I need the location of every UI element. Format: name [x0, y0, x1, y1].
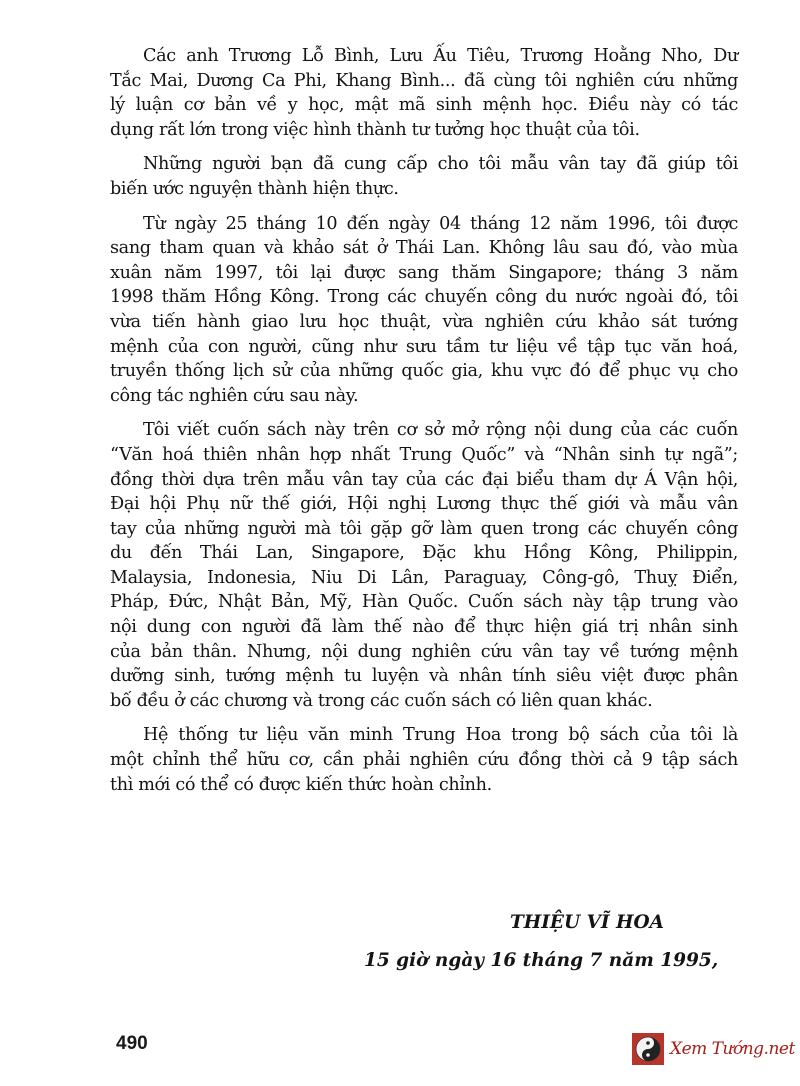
text-line: bố đều ở các chương và trong các cuốn sách có liên quan khác. [110, 690, 653, 711]
text-line: Đại hội Phụ nữ thế giới, Hội nghị Lương thực thế giới và mẫu vân [110, 494, 738, 515]
paragraph [110, 723, 738, 797]
text-line: Pháp, Đức, Nhật Bản, Mỹ, Hàn Quốc. Cuốn sách này tập trung vào [110, 592, 738, 613]
text-line: sang tham quan và khảo sát ở Thái Lan. Không lâu sau đó, vào mùa [110, 238, 738, 259]
text-line: Tắc Mai, Dương Ca Phi, Khang Bình... đã cùng tôi nghiên cứu những [110, 70, 738, 91]
text-line: nội dung con người đã làm thế nào để thực hiện giá trị nhân sinh [110, 617, 738, 638]
text-line: dưỡng sinh, tướng mệnh tu luyện và nhân tính siêu việt được phân [110, 666, 738, 687]
watermark-text: Xem Tướng.net [670, 1039, 795, 1059]
text-line: tay của những người mà tôi gặp gỡ làm quen trong các chuyến công [110, 518, 738, 539]
page-number: 490 [116, 1033, 148, 1054]
body-text [110, 44, 738, 807]
text-line: 1998 thăm Hồng Kông. Trong các chuyến công du nước ngoài đó, tôi [110, 287, 738, 308]
text-line: dụng rất lớn trong việc hình thành tư tưởng học thuật của tôi. [110, 119, 640, 140]
text-line: Malaysia, Indonesia, Niu Di Lân, Paraguay, Công-gô, Thuỵ Điển, [110, 567, 738, 588]
author-signature: THIỆU VĨ HOA [510, 912, 664, 933]
text-line: du đến Thái Lan, Singapore, Đặc khu Hồng Kông, Philippin, [110, 543, 738, 564]
text-line: của bản thân. Nhưng, nội dung nghiên cứu vân tay về tướng mệnh [110, 641, 738, 662]
text-line: vừa tiến hành giao lưu học thuật, vừa nghiên cứu khảo sát tướng [110, 311, 738, 332]
signature-date: 15 giờ ngày 16 tháng 7 năm 1995, [364, 950, 719, 971]
text-line: thì mới có thể có được kiến thức hoàn chỉnh. [110, 774, 492, 795]
text-line: lý luận cơ bản về y học, mật mã sinh mệnh học. Điều này có tác [110, 95, 738, 116]
text-line: đồng thời dựa trên mẫu vân tay của các đại biểu tham dự Á Vận hội, [110, 469, 738, 490]
paragraph [110, 418, 738, 713]
text-line: truyền thống lịch sử của những quốc gia, khu vực đó để phục vụ cho [110, 361, 738, 382]
text-line: công tác nghiên cứu sau này. [110, 385, 359, 406]
text-line: Các anh Trương Lỗ Bình, Lưu Ấu Tiêu, Trương Hoằng Nho, Dư [143, 46, 738, 66]
watermark-logo [632, 1033, 795, 1065]
paragraph [110, 44, 738, 142]
text-line: “Văn hoá thiên nhân hợp nhất Trung Quốc” và “Nhân sinh tự ngã”; [110, 444, 738, 465]
text-line: mệnh của con người, cũng như sưu tầm tư liệu về tập tục văn hoá, [110, 336, 738, 357]
paragraph [110, 212, 738, 409]
text-line: Hệ thống tư liệu văn minh Trung Hoa trong bộ sách của tôi là [143, 725, 738, 746]
text-line: Những người bạn đã cung cấp cho tôi mẫu vân tay đã giúp tôi [143, 154, 738, 175]
text-line: một chỉnh thể hữu cơ, cần phải nghiên cứu đồng thời cả 9 tập sách [110, 750, 738, 771]
yin-yang-icon [632, 1033, 664, 1065]
text-line: biến ước nguyện thành hiện thực. [110, 178, 399, 199]
text-line: Từ ngày 25 tháng 10 đến ngày 04 tháng 12 năm 1996, tôi được [143, 213, 738, 234]
text-line: xuân năm 1997, tôi lại được sang thăm Singapore; tháng 3 năm [110, 262, 738, 283]
paragraph [110, 152, 738, 201]
text-line: Tôi viết cuốn sách này trên cơ sở mở rộng nội dung của các cuốn [143, 420, 738, 441]
